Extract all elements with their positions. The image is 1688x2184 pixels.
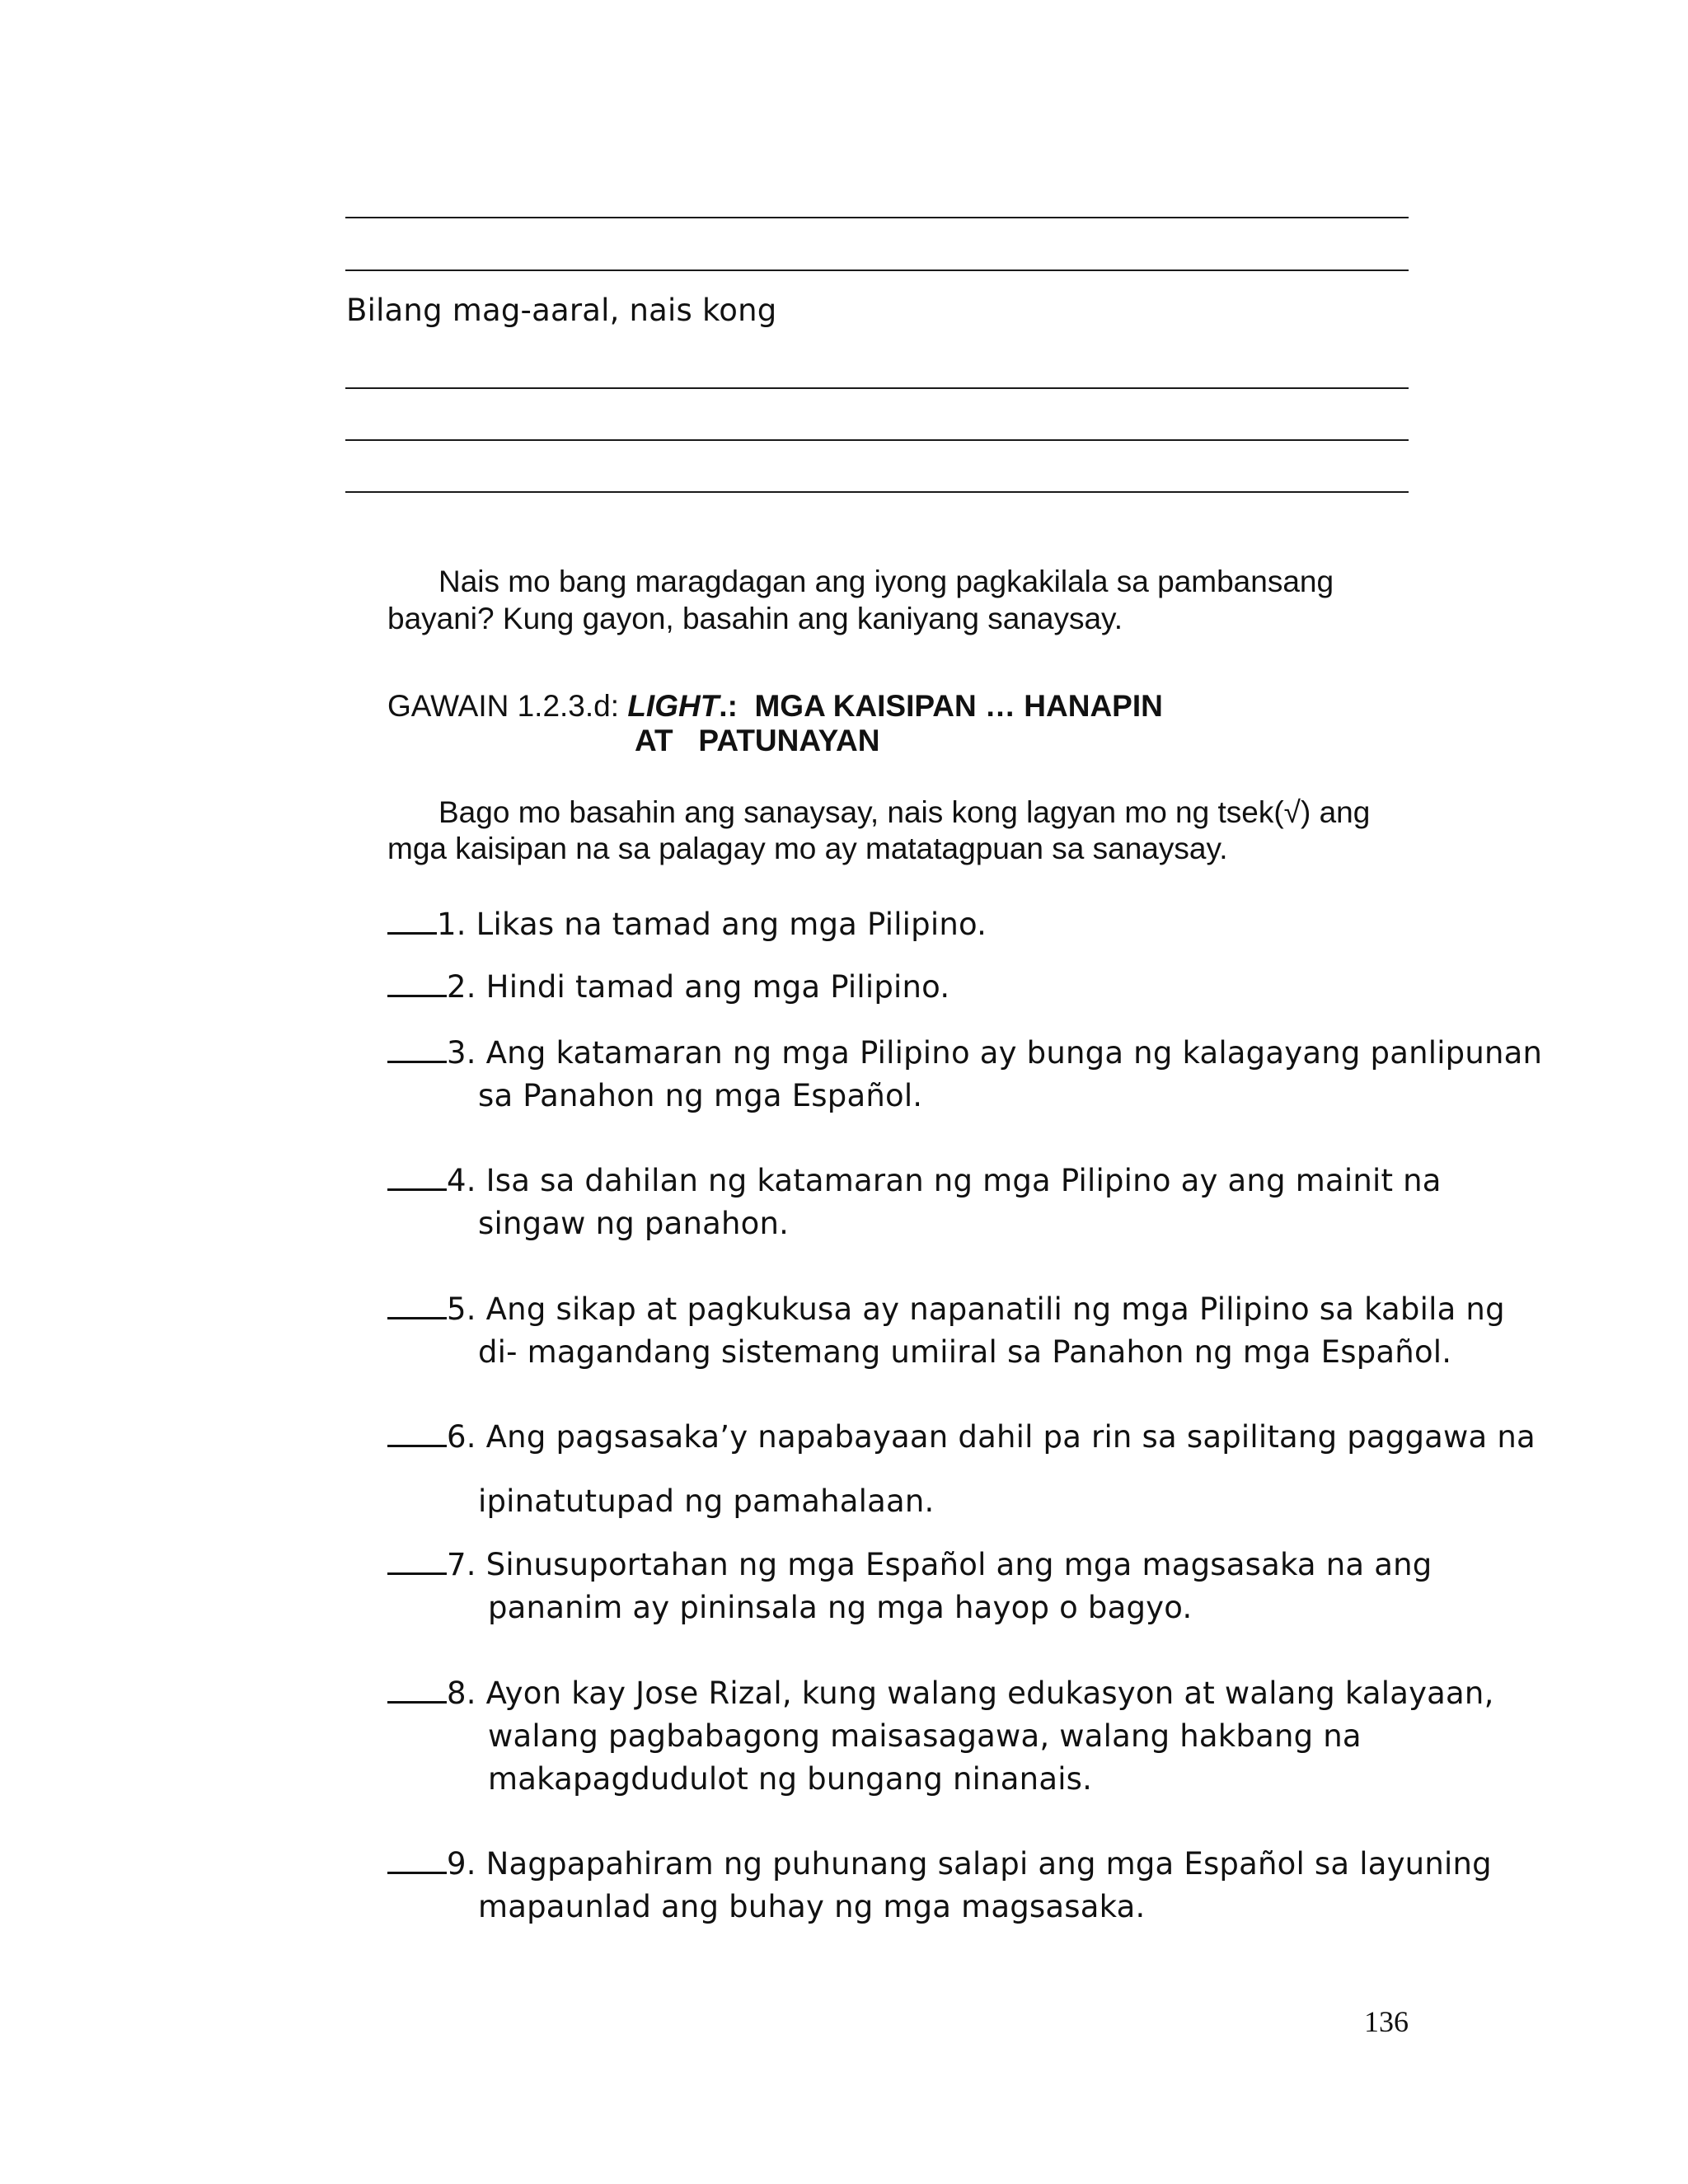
check-blank[interactable]: [387, 1872, 447, 1874]
check-blank[interactable]: [387, 1701, 447, 1704]
activity-light: LIGHT: [627, 689, 720, 723]
item-text: Ang sikap at pagkukusa ay napanatili ng mga Pilipino sa kabila ng: [485, 1291, 1505, 1327]
intro-line-1: Nais mo bang maragdagan ang iyong pagkakilala sa pambansang: [438, 565, 1334, 598]
item-text: Ayon kay Jose Rizal, kung walang edukasyon at walang kalayaan,: [485, 1675, 1494, 1711]
item-number: 4.: [447, 1163, 476, 1198]
intro-line-2: bayani? Kung gayon, basahin ang kaniyang sanaysay.: [387, 602, 1123, 635]
writing-line[interactable]: [345, 269, 1409, 271]
item-number: 2.: [447, 969, 476, 1005]
item-number: 6.: [447, 1419, 476, 1455]
item-text-continued: walang pagbabagong maisasagawa, walang hakbang na: [488, 1718, 1362, 1754]
activity-heading: [387, 689, 1163, 724]
page-number: 136: [1364, 2005, 1409, 2038]
writing-line[interactable]: [345, 217, 1409, 218]
list-item: [387, 969, 950, 1005]
list-item: [387, 1035, 1542, 1071]
activity-title-2: AT PATUNAYAN: [635, 724, 880, 757]
item-number: 9.: [447, 1846, 476, 1882]
item-number: 5.: [447, 1291, 476, 1327]
writing-line[interactable]: [345, 387, 1409, 389]
activity-prefix: GAWAIN 1.2.3.d:: [387, 689, 628, 723]
list-item: [387, 1846, 1492, 1882]
item-text-continued: ipinatutupad ng pamahalaan.: [478, 1483, 935, 1519]
item-text-continued: pananim ay pininsala ng mga hayop o bagyo.: [488, 1590, 1193, 1625]
item-number: 7.: [447, 1547, 476, 1582]
item-text: Likas na tamad ang mga Pilipino.: [476, 907, 987, 942]
item-text-continued: makapagdudulot ng bungang ninanais.: [488, 1761, 1093, 1797]
check-blank[interactable]: [387, 1572, 447, 1575]
item-text: Isa sa dahilan ng katamaran ng mga Pilipino ay ang mainit na: [485, 1163, 1442, 1198]
item-number: 8.: [447, 1675, 476, 1711]
item-text-continued: di- magandang sistemang umiiral sa Panahon ng mga Español.: [478, 1334, 1452, 1370]
check-blank[interactable]: [387, 1061, 447, 1063]
check-blank[interactable]: [387, 1188, 447, 1191]
item-text: Nagpapahiram ng puhunang salapi ang mga Español sa layuning: [485, 1846, 1492, 1882]
item-text-continued: singaw ng panahon.: [478, 1206, 790, 1241]
list-item: [387, 1547, 1432, 1582]
item-number: 1.: [437, 907, 467, 942]
check-blank[interactable]: [387, 932, 437, 935]
list-item: [387, 1675, 1494, 1711]
item-number: 3.: [447, 1035, 476, 1071]
check-blank[interactable]: [387, 1445, 447, 1447]
writing-line[interactable]: [345, 491, 1409, 493]
activity-dot-colon: .:: [719, 689, 738, 723]
item-text: Hindi tamad ang mga Pilipino.: [485, 969, 950, 1005]
check-blank[interactable]: [387, 995, 447, 997]
list-item: [387, 1291, 1505, 1327]
item-text: Sinusuportahan ng mga Español ang mga magsasaka na ang: [485, 1547, 1432, 1582]
item-text-continued: mapaunlad ang buhay ng mga magsasaka.: [478, 1889, 1146, 1924]
writing-line[interactable]: [345, 439, 1409, 441]
check-blank[interactable]: [387, 1317, 447, 1319]
list-item: [387, 907, 987, 942]
item-text: Ang pagsasaka’y napabayaan dahil pa rin sa sapilitang paggawa na: [485, 1419, 1536, 1455]
list-item: [387, 1163, 1442, 1198]
item-text-continued: sa Panahon ng mga Español.: [478, 1078, 923, 1113]
activity-title-1: MGA KAISIPAN … HANAPIN: [737, 689, 1163, 723]
list-item: [387, 1419, 1536, 1455]
instructions-line-1: Bago mo basahin ang sanaysay, nais kong lagyan mo ng tsek(√) ang: [438, 795, 1371, 829]
prompt-line: Bilang mag-aaral, nais kong: [346, 293, 777, 328]
instructions-line-2: mga kaisipan na sa palagay mo ay matatagpuan sa sanaysay.: [387, 832, 1228, 865]
item-text: Ang katamaran ng mga Pilipino ay bunga ng kalagayang panlipunan: [485, 1035, 1543, 1071]
